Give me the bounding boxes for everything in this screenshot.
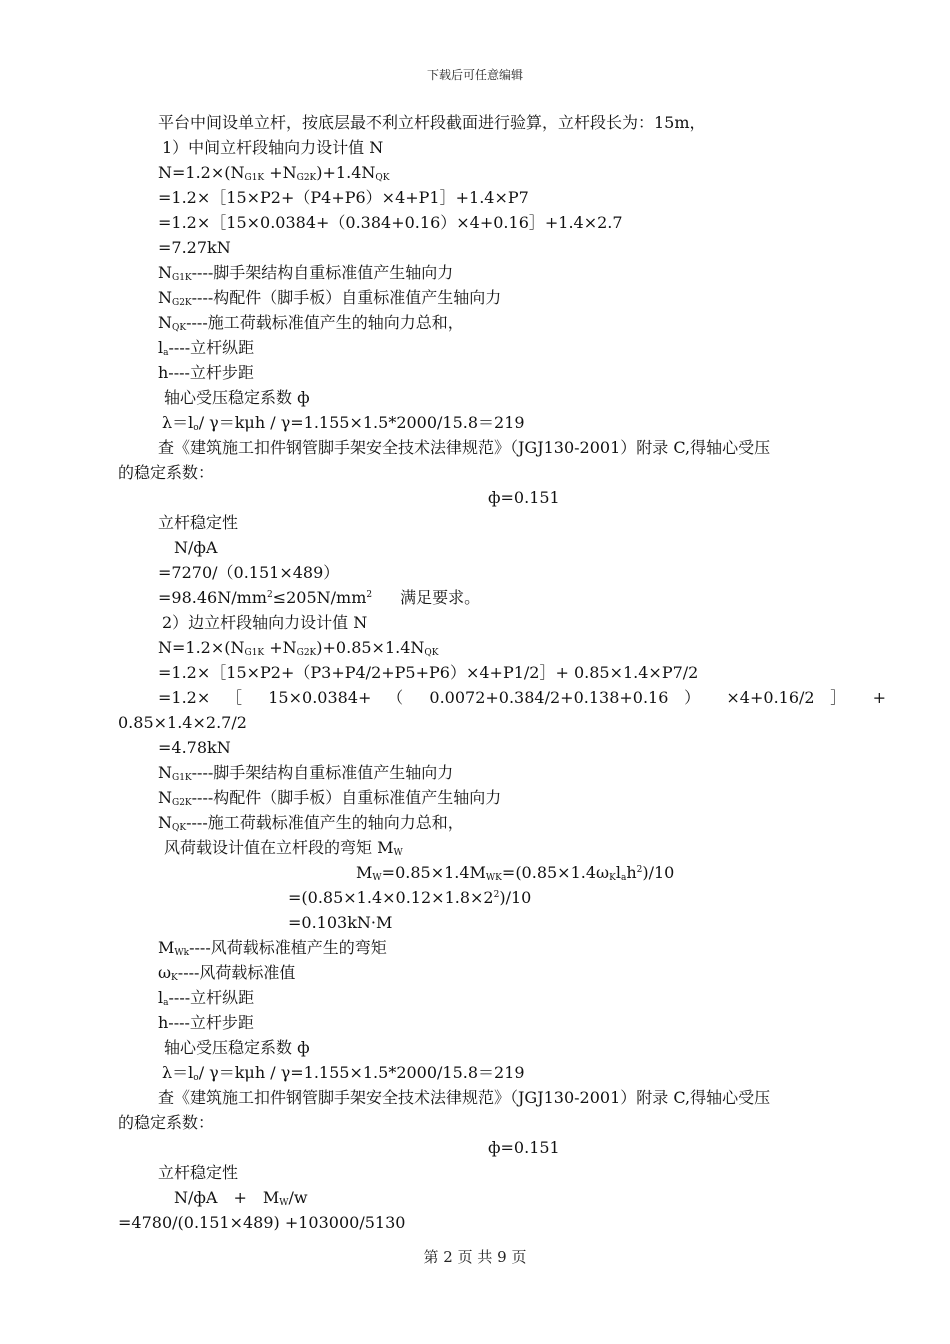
formula-centered: ф=0.151 <box>488 488 560 507</box>
definition-line: h----立杆步距 <box>158 363 254 382</box>
text-line: 轴心受压稳定系数 ф <box>164 1038 310 1057</box>
text-line: 立杆稳定性 <box>158 1163 239 1182</box>
text-line: 的稳定系数： <box>118 1113 215 1132</box>
page-header: 下载后可任意编辑 <box>426 68 523 82</box>
formula-line: =1.2×［15×0.0384+（0.384+0.16）×4+0.16］+1.4×2.7 <box>158 213 623 232</box>
definition-line: $N_{QK}----$施工荷载标准值产生的轴向力总和， <box>158 813 464 833</box>
formula-line: $\lambda=l_o/$ γ＝kμh / γ=1.155×1.5*2000/15.8＝219 <box>162 413 525 433</box>
text-line: 轴心受压稳定系数 ф <box>164 388 310 407</box>
definition-line: $N_{QK}----$施工荷载标准值产生的轴向力总和， <box>158 313 464 333</box>
definition-line: h----立杆步距 <box>158 1013 254 1032</box>
definition-line: $N_{G1K}----$脚手架结构自重标准值产生轴向力 <box>158 263 454 283</box>
text-line: 的稳定系数： <box>118 463 215 482</box>
formula-line: 0.85×1.4×2.7/2 <box>118 713 247 732</box>
formula-line: $N/фA + M_W/w$ <box>174 1188 308 1208</box>
formula-centered: ф=0.151 <box>488 1138 560 1157</box>
formula-line: $N=1.2\times(N_{G1K} +N_{G2K})+1.4N_{QK}$ <box>158 163 390 183</box>
formula-result: =0.103kN·M <box>288 913 393 932</box>
formula-line: $=(0.85\times 1.4\times 0.12\times 1.8\times 2^2)/10$ <box>288 888 532 907</box>
page-footer: 第 2 页 共 9 页 <box>423 1248 527 1266</box>
formula-line: =7270/（0.151×489） <box>158 563 340 582</box>
formula-line: =1.2× ［ 15×0.0384+ （ 0.0072+0.384/2+0.138+0.16 ） ×4+0.16/2 ］ + <box>158 688 886 707</box>
formula-line: $\lambda=l_o/$ γ＝kμh / γ=1.155×1.5*2000/15.8＝219 <box>162 1063 525 1083</box>
formula-result: =4.78kN <box>158 738 231 757</box>
text-line: 查《建筑施工扣件钢管脚手架安全技术法律规范》（JGJ130-2001）附录 C,得轴心受压 <box>158 438 771 457</box>
formula-line: $=98.46N/mm^2\le 205N/mm^2$ 满足要求。 <box>158 588 481 607</box>
formula-line: N/фA <box>174 538 218 557</box>
formula-line: $N=1.2\times(N_{G1K} +N_{G2K})+0.85\times 1.4N_{QK}$ <box>158 638 439 658</box>
formula-line: $M_W=0.85\times 1.4M_{WK}=(0.85\times 1.4\omega_Kl_ah^2)/10$ <box>356 863 675 883</box>
formula-result: =7.27kN <box>158 238 231 257</box>
section-heading: 2）边立杆段轴向力设计值 N <box>162 613 368 632</box>
definition-line: $M_{Wk}----$风荷载标准植产生的弯矩 <box>158 938 387 958</box>
definition-line: $N_{G2K}----$构配件（脚手板）自重标准值产生轴向力 <box>158 788 502 808</box>
text-line: 平台中间设单立杆，按底层最不利立杆段截面进行验算，立杆段长为：15m， <box>158 113 706 132</box>
text-line: 立杆稳定性 <box>158 513 239 532</box>
text-line: 查《建筑施工扣件钢管脚手架安全技术法律规范》（JGJ130-2001）附录 C,得轴心受压 <box>158 1088 771 1107</box>
text-line: 风荷载设计值在立杆段的弯矩 $M_W$ <box>164 838 403 858</box>
definition-line: $l_a----$立杆纵距 <box>158 338 255 358</box>
definition-line: $N_{G2K}----$构配件（脚手板）自重标准值产生轴向力 <box>158 288 502 308</box>
definition-line: $N_{G1K}----$脚手架结构自重标准值产生轴向力 <box>158 763 454 783</box>
section-heading: 1）中间立杆段轴向力设计值 N <box>162 138 384 157</box>
formula-line: =1.2×［15×P2+（P4+P6）×4+P1］+1.4×P7 <box>158 188 529 207</box>
definition-line: $l_a----$立杆纵距 <box>158 988 255 1008</box>
definition-line: $\omega_K----$风荷载标准值 <box>158 963 296 983</box>
formula-line: =4780/(0.151×489) +103000/5130 <box>118 1213 406 1232</box>
formula-line: =1.2×［15×P2+（P3+P4/2+P5+P6）×4+P1/2］+ 0.85×1.4×P7/2 <box>158 663 699 682</box>
